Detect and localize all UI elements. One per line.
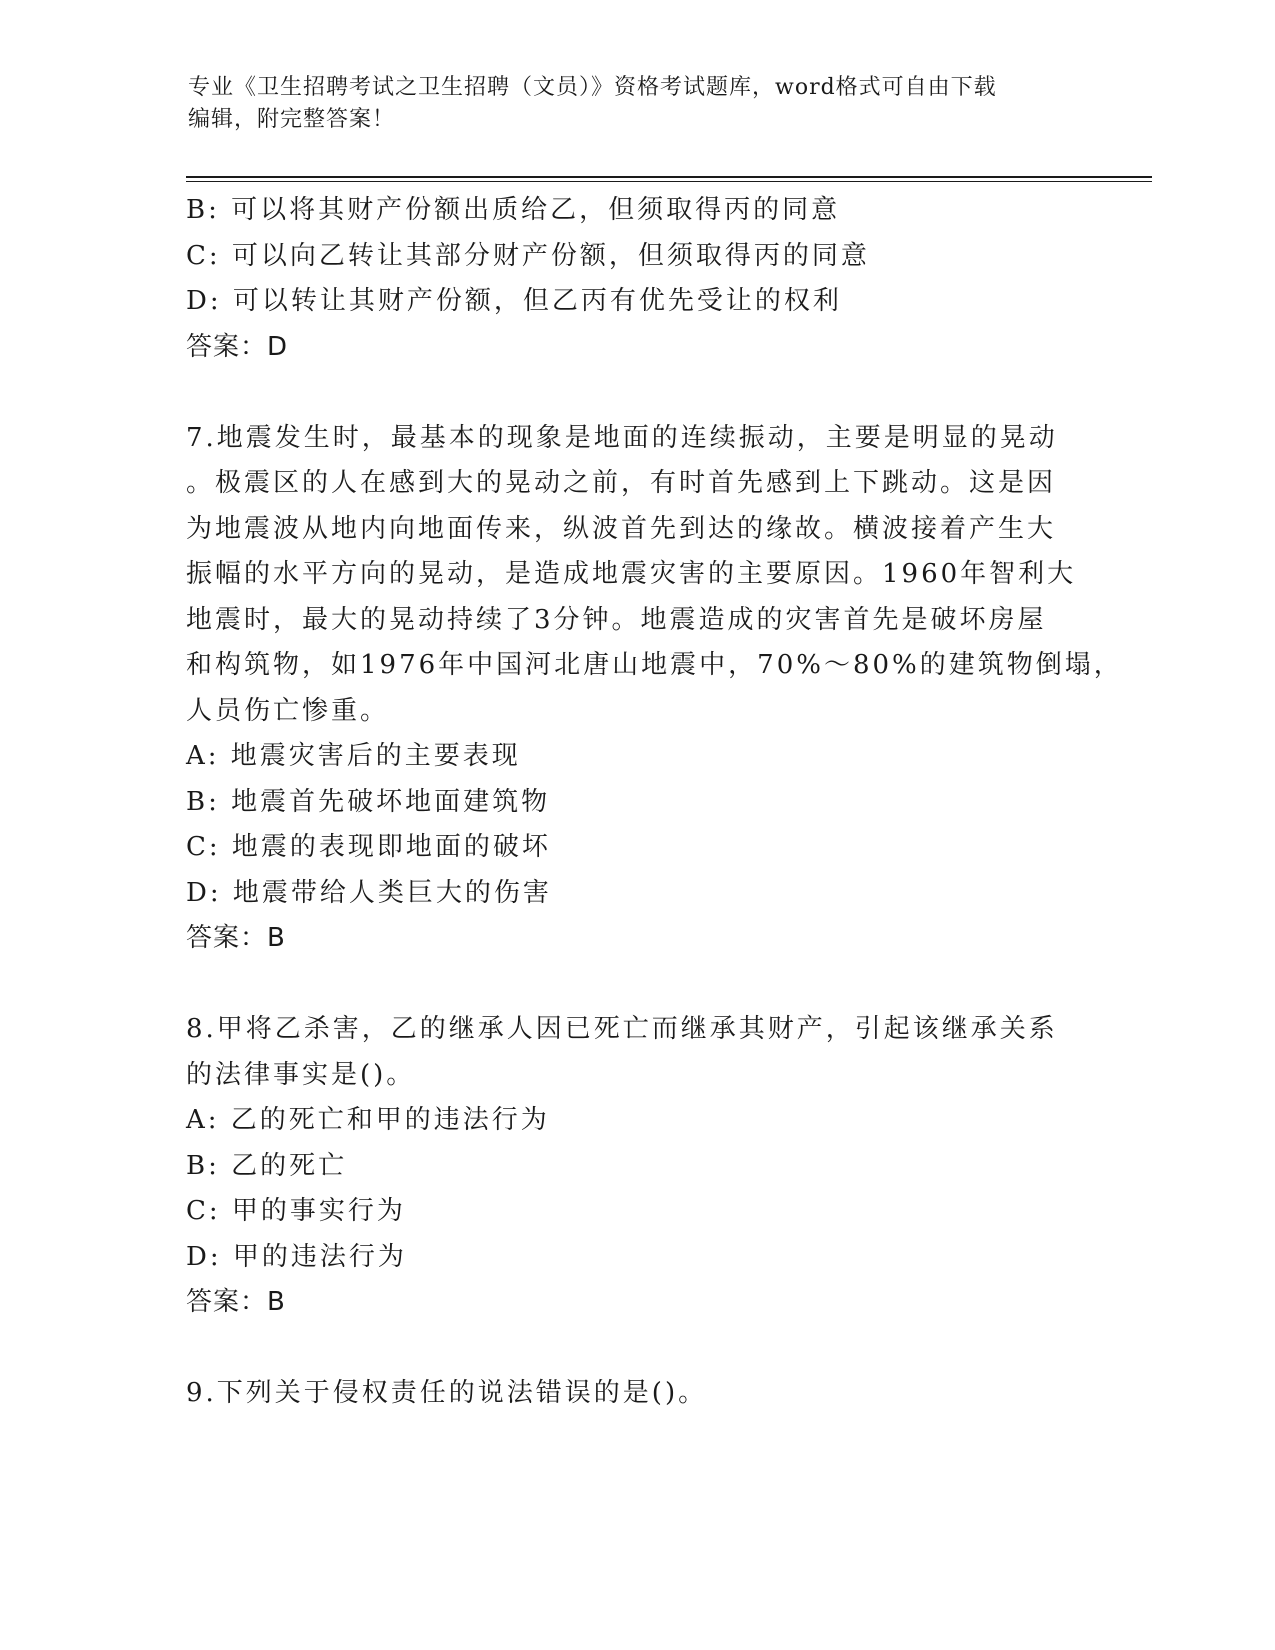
header-divider-thick (186, 176, 1152, 178)
answer: 答案：B (186, 923, 286, 953)
option-d: D: 甲的违法行为 (186, 1241, 407, 1272)
question-stem (186, 416, 1123, 735)
spacer (186, 1326, 1066, 1372)
stem-line: 地震时，最大的晃动持续了3分钟。地震造成的灾害首先是破坏房屋 (186, 604, 1047, 635)
question-7 (186, 416, 1123, 962)
question-list (186, 188, 1123, 1417)
stem-line: 9.下列关于侵权责任的说法错误的是()。 (186, 1378, 708, 1408)
header-divider-thin (186, 181, 1152, 182)
option-b: B: 可以将其财产份额出质给乙，但须取得丙的同意 (186, 195, 841, 225)
option-d: D: 可以转让其财产份额，但乙丙有优先受让的权利 (186, 286, 842, 316)
option-c: C: 甲的事实行为 (186, 1196, 406, 1226)
spacer (186, 962, 1066, 1008)
question-8 (186, 1007, 1066, 1326)
answer: 答案：D (186, 331, 289, 362)
option-a: A: 地震灾害后的主要表现 (186, 741, 521, 771)
option-c: C: 地震的表现即地面的破坏 (186, 832, 551, 862)
answer: 答案：B (186, 1287, 286, 1317)
stem-line: 的法律事实是()。 (186, 1059, 416, 1090)
header-line-1: 专业《卫生招聘考试之卫生招聘（文员）》资格考试题库，word格式可自由下载 (188, 75, 997, 100)
option-a: A: 乙的死亡和甲的违法行为 (186, 1105, 550, 1135)
stem-line: 。极震区的人在感到大的晃动之前，有时首先感到上下跳动。这是因 (186, 468, 1057, 498)
stem-line: 振幅的水平方向的晃动，是造成地震灾害的主要原因。1960年智利大 (186, 559, 1077, 589)
stem-line: 和构筑物，如1976年中国河北唐山地震中，70%～80%的建筑物倒塌， (186, 650, 1123, 680)
option-d: D: 地震带给人类巨大的伤害 (186, 877, 552, 908)
option-b: B: 乙的死亡 (186, 1150, 348, 1181)
header-line-2: 编辑，附完整答案！ (188, 107, 396, 132)
question-stem (186, 1371, 1066, 1417)
stem-line: 人员伤亡惨重。 (186, 695, 390, 726)
stem-line: 8.甲将乙杀害，乙的继承人因已死亡而继承其财产，引起该继承关系 (186, 1014, 1058, 1044)
spacer (186, 370, 1066, 416)
question-9 (186, 1371, 1066, 1417)
stem-line: 7.地震发生时，最基本的现象是地面的连续振动，主要是明显的晃动 (186, 422, 1058, 453)
document-header (188, 72, 1068, 136)
question-stem (186, 1007, 1066, 1098)
question-6 (186, 188, 1066, 370)
option-b: B: 地震首先破坏地面建筑物 (186, 786, 551, 817)
option-c: C: 可以向乙转让其部分财产份额，但须取得丙的同意 (186, 240, 870, 271)
stem-line: 为地震波从地内向地面传来，纵波首先到达的缘故。横波接着产生大 (186, 513, 1057, 544)
